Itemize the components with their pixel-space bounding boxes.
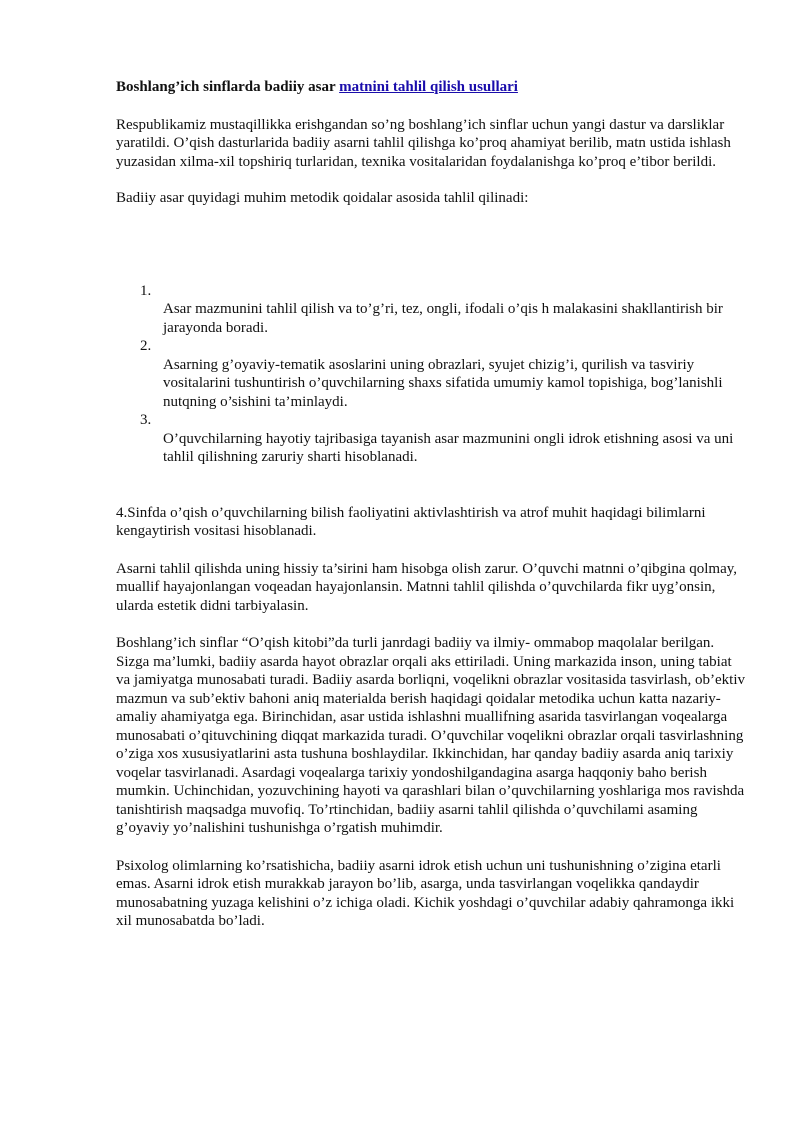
document-title <box>116 78 748 97</box>
list-item <box>116 282 748 338</box>
paragraph-rules-heading: Badiiy asar quyidagi muhim metodik qoidalar asosida tahlil qilinadi: <box>116 190 529 206</box>
title-link[interactable]: matnini tahlil qilish usullari <box>339 79 518 95</box>
paragraph-reading-book: Boshlang’ich sinflar “O’qish kitobi”da turli janrdagi badiiy va ilmiy- ommabop maqolalar berilgan. Sizga ma’lumki, badiiy asarda hayot obrazlar orqali aks ettiriladi. Uning markazida inson, uning tabiat va jamiyatga munosabati turadi. Badiiy asarda borliqni, voqelikni obrazlar vositasida tasvirlash, ob’ektiv mazmun va sub’ektiv bahoni aniq materialda berish haqidagi qoidalar metodika uchun katta nazariy-amaliy ahamiyatga ega. Birinchidan, asar ustida ishlashni muallifning asarida tasvirlangan voqealarga munosabati o’qituvchining diqqat markazida turadi. O’quvchilar voqelikni obrazlar orqali tasvirlashning o’ziga xos xususiyatlarini asta tushuna boshlaydilar. Ikkinchidan, har qanday badiiy asarda aniq tarixiy voqelar tasvirlanadi. Asardagi voqealarga tarixiy yondoshilgandagina asarga haqqoniy baho berish mumkin. Uchinchidan, yozuvchining hayoti va qarashlari bilan o’quvchilarning yoshlariga mos ravishda tanishtirish maqsadga muvofiq. To’rtinchidan, badiiy asarni tahlil qilishda o’quvchilami asaming g’oyaviy yo’nalishini tushunishga o’rgatish muhimdir. <box>116 635 746 836</box>
paragraph-emotional-impact: Asarni tahlil qilishda uning hissiy ta’sirini ham hisobga olish zarur. O’quvchi matnni o’qibgina qolmay, muallif hayajonlangan voqeadan hayajonlansin. Matnni tahlil qilishda o’quvchilarda fikr uyg’onsin, ularda estetik didni tarbiyalasin. <box>116 560 738 614</box>
paragraph-point-4: 4.Sinfda o’qish o’quvchilarning bilish faoliyatini aktivlashtirish va atrof muhit haqidagi bilimlarni kengaytirish vositasi hisoblanadi. <box>116 504 706 539</box>
list-item-text: O’quvchilarning hayotiy tajribasiga tayanish asar mazmunini ongli idrok etishning asosi va uni tahlil qilishning zaruriy sharti hisoblanadi. <box>163 430 734 465</box>
paragraph-intro: Respublikamiz mustaqillikka erishgandan so’ng boshlang’ich sinflar uchun yangi dastur va darsliklar yaratildi. O’qish dasturlarida badiiy asarni tahlil qilishga ko’proq ahamiyat berilib, matn ustida ishlash yuzasidan xilma-xil topshiriq turlaridan, texnika vositalaridan foydalanishga ko’proq e’tibor berildi. <box>116 116 731 170</box>
title-text: Boshlang’ich sinflarda badiiy asar <box>116 79 340 95</box>
list-item-number: 3. <box>140 412 152 428</box>
paragraph-psychologists: Psixolog olimlarning ko’rsatishicha, badiiy asarni idrok etish uchun uni tushunishning o’zigina etarli emas. Asarni idrok etish murakkab jarayon bo’lib, asarga, unda tasvirlangan voqelikka qandaydir munosabatning yuzaga kelishini o’z ichiga oladi. Kichik yoshdagi o’quvchilar adabiy qahramonga ikki xil munosabatda bo’ladi. <box>116 857 735 929</box>
document-page <box>116 78 748 931</box>
list-item-text: Asarning g’oyaviy-tematik asoslarini uning obrazlari, syujet chizig’i, qurilish va tasviriy vositalarini tushuntirish o’quvchilarning shaxs sifatida umumiy kamol topishiga, bog’lanishli nutqning o’sishini ta’minlaydi. <box>163 356 723 410</box>
list-item-number: 2. <box>140 338 152 354</box>
list-item-number: 1. <box>140 282 152 299</box>
list-item <box>116 411 748 467</box>
list-item-text: Asar mazmunini tahlil qilish va to’g’ri, tez, ongli, ifodali o’qis h malakasini shakllantirish bir jarayonda boradi. <box>163 301 723 336</box>
rules-list <box>116 282 748 467</box>
list-item <box>116 337 748 411</box>
